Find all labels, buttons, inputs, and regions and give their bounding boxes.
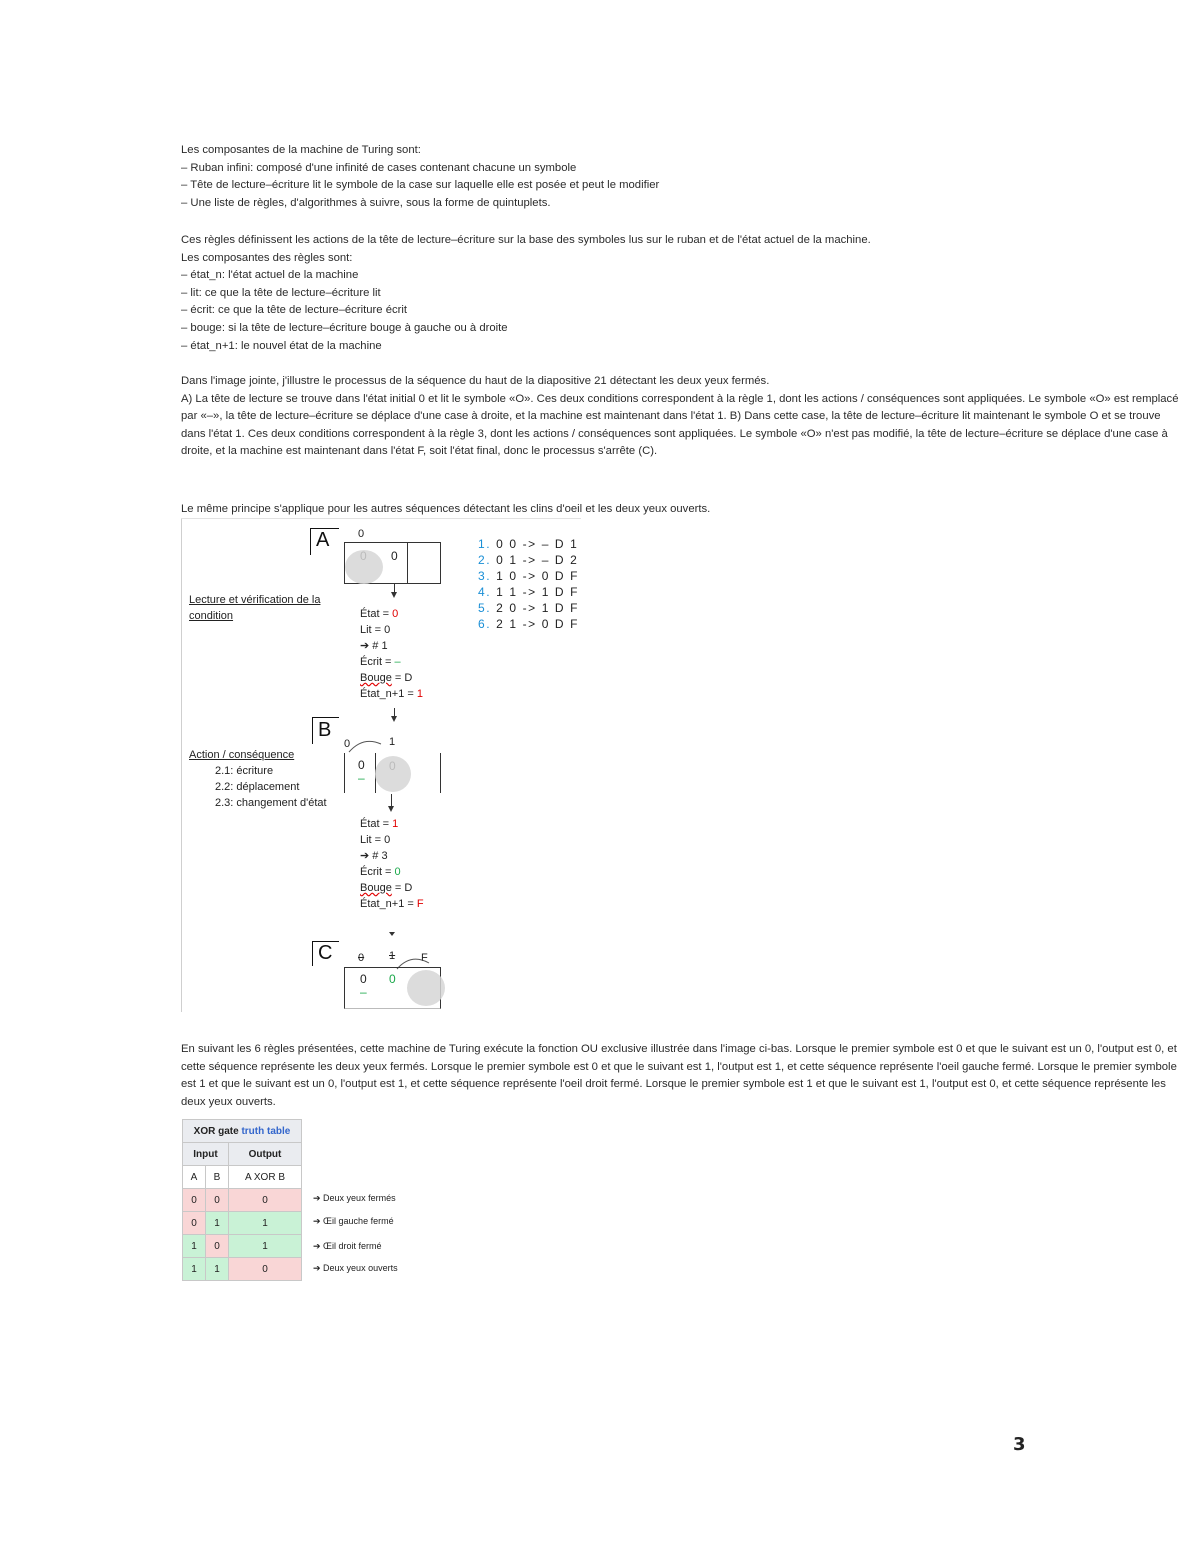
rule-ref: ➔ # 3 [360, 850, 388, 862]
truth-table-link[interactable]: truth table [241, 1125, 291, 1137]
rule-item: 4. 1 1 -> 1 D F [478, 585, 580, 599]
bouge-line: Bouge = D [360, 672, 413, 684]
table-caption: XOR gate truth table [183, 1120, 302, 1143]
col-b: B [206, 1166, 229, 1189]
ecrit-line: Écrit = – [360, 656, 401, 668]
state-above: 0 [358, 952, 365, 964]
step-letter-c: C [318, 942, 333, 964]
rule-ref: ➔ # 1 [360, 640, 388, 652]
bouge-line: Bouge = D [360, 882, 413, 894]
state-above: F [421, 952, 428, 964]
down-arrow-icon [388, 806, 394, 812]
sub-ecriture: 2.1: écriture [215, 765, 274, 777]
state-above: 0 [344, 738, 351, 750]
etat-line: État = 1 [360, 818, 399, 830]
next-state-line: État_n+1 = 1 [360, 688, 424, 700]
tape-mark: – [360, 985, 367, 999]
col-a: A [183, 1166, 206, 1189]
xor-truth-table [182, 1119, 302, 1281]
process-explanation [181, 373, 1179, 461]
state-above: 0 [358, 528, 365, 540]
sub-deplacement: 2.2: déplacement [215, 781, 300, 793]
col-out: A XOR B [229, 1166, 302, 1189]
text-line: – état_n+1: le nouvel état de la machine [181, 339, 382, 352]
read-head [375, 756, 411, 792]
next-state-line: État_n+1 = F [360, 898, 424, 910]
table-row: 0 0 0 [183, 1189, 302, 1212]
down-arrow-icon [391, 592, 397, 598]
row-note: ➔ Œil droit fermé [313, 1241, 382, 1251]
label-action: Action / conséquence [189, 749, 295, 761]
state-above: 1 [389, 950, 396, 962]
text-line: Dans l'image jointe, j'illustre le processus de la séquence du haut de la diapositive 21 détectant les deux yeux fermés. [181, 375, 770, 387]
text-line: – Une liste de règles, d'algorithmes à suivre, sous la forme de quintuplets. [181, 196, 551, 209]
xor-explanation [181, 1041, 1179, 1111]
ecrit-line: Écrit = 0 [360, 866, 401, 878]
text-line: – Tête de lecture–écriture lit le symbole de la case sur laquelle elle est posée et peut le modifier [181, 179, 660, 192]
rule-item: 5. 2 0 -> 1 D F [478, 601, 580, 615]
text-line: Les composantes de la machine de Turing sont: [181, 144, 421, 156]
step-letter-a: A [316, 529, 330, 551]
step-letter-b: B [318, 719, 332, 741]
principle-note [181, 501, 1179, 519]
text-line: – Ruban infini: composé d'une infinité de cases contenant chacune un symbole [181, 161, 577, 174]
rules-components [181, 232, 1179, 355]
figure-border-top [181, 518, 581, 519]
header-output: Output [229, 1143, 302, 1166]
table-row: 0 1 1 [183, 1212, 302, 1235]
page-number: 3 [1013, 1434, 1026, 1455]
down-arrow-icon [389, 932, 395, 936]
move-arc-icon [341, 734, 401, 754]
row-note: ➔ Deux yeux fermés [313, 1193, 396, 1203]
text-line: – écrit: ce que la tête de lecture–écriture écrit [181, 304, 408, 317]
rule-item: 2. 0 1 -> – D 2 [478, 553, 579, 567]
state-above: 1 [389, 736, 396, 748]
text-paragraph: En suivant les 6 règles présentées, cette machine de Turing exécute la fonction OU exclusive illustrée dans l'image ci-bas. Lorsque le premier symbole est 0 et que le suivant est un 0, l'output est 0, et cette séquence représente les deux yeux fermés. Lorsque le premier symbole est 0 et que le suivant est 1, l'output est 1, et cette séquence représente l'oeil gauche fermé. Lorsque le premier symbole est 1 et que le suivant est un 0, l'output est 1, et cette séquence représente l'oeil droit fermé. Lorsque le premier symbole est 1 et que le suivant est 1, l'output est 0, et cette séquence représente les deux yeux ouverts. [181, 1043, 1177, 1108]
text-line: Ces règles définissent les actions de la tête de lecture–écriture sur la base des symboles lus sur le ruban et de l'état actuel de la machine. [181, 234, 871, 246]
lit-line: Lit = 0 [360, 624, 391, 636]
rule-item: 3. 1 0 -> 0 D F [478, 569, 580, 583]
text-paragraph: A) La tête de lecture se trouve dans l'état initial 0 et lit le symbole «O». Ces deux conditions correspondent à la règle 1, dont les actions / conséquences sont appliquées. Le symbole «O» est remplacé par «–», la tête de lecture–écriture se déplace d'une case à droite, et la machine est maintenant dans l'état 1. B) Dans cette case, la tête de lecture–écriture lit maintenant le symbole O et se trouve dans l'état 1. Ces deux conditions correspondent à la règle 3, dont les actions / conséquences sont appliquées. Le symbole «O» n'est pas modifié, la tête de lecture–écriture se déplace d'une case à droite, et la machine est maintenant dans l'état F, soit l'état final, donc le processus s'arrête (C). [181, 392, 1179, 458]
header-input: Input [183, 1143, 229, 1166]
rules-list [478, 536, 579, 632]
read-head [345, 550, 383, 584]
table-row: 1 0 1 [183, 1235, 302, 1258]
text-line: Les composantes des règles sont: [181, 251, 353, 264]
row-note: ➔ Deux yeux ouverts [313, 1263, 398, 1273]
label-lecture: Lecture et vérification de la condition [189, 594, 321, 622]
text-line: – lit: ce que la tête de lecture–écriture lit [181, 286, 381, 299]
tape-cell: 0 [358, 758, 365, 772]
text-line: Le même principe s'applique pour les autres séquences détectant les clins d'oeil et les deux yeux ouverts. [181, 503, 711, 515]
down-arrow-icon [391, 716, 397, 722]
table-row: 1 1 0 [183, 1258, 302, 1281]
sub-changement: 2.3: changement d'état [215, 797, 327, 809]
read-head [407, 970, 445, 1006]
figure-border [181, 518, 182, 1012]
rule-item: 1. 0 0 -> – D 1 [478, 537, 579, 551]
tape-mark: – [358, 771, 365, 785]
tape-cell: 0 [360, 972, 367, 986]
rule-item: 6. 2 1 -> 0 D F [478, 617, 580, 631]
text-line: – état_n: l'état actuel de la machine [181, 269, 359, 282]
intro-components [181, 142, 1179, 212]
row-note: ➔ Œil gauche fermé [313, 1216, 394, 1226]
etat-line: État = 0 [360, 608, 399, 620]
tape-cell: 0 [391, 549, 398, 563]
lit-line: Lit = 0 [360, 834, 391, 846]
text-line: – bouge: si la tête de lecture–écriture bouge à gauche ou à droite [181, 321, 508, 334]
tape-cell: 0 [389, 972, 396, 986]
